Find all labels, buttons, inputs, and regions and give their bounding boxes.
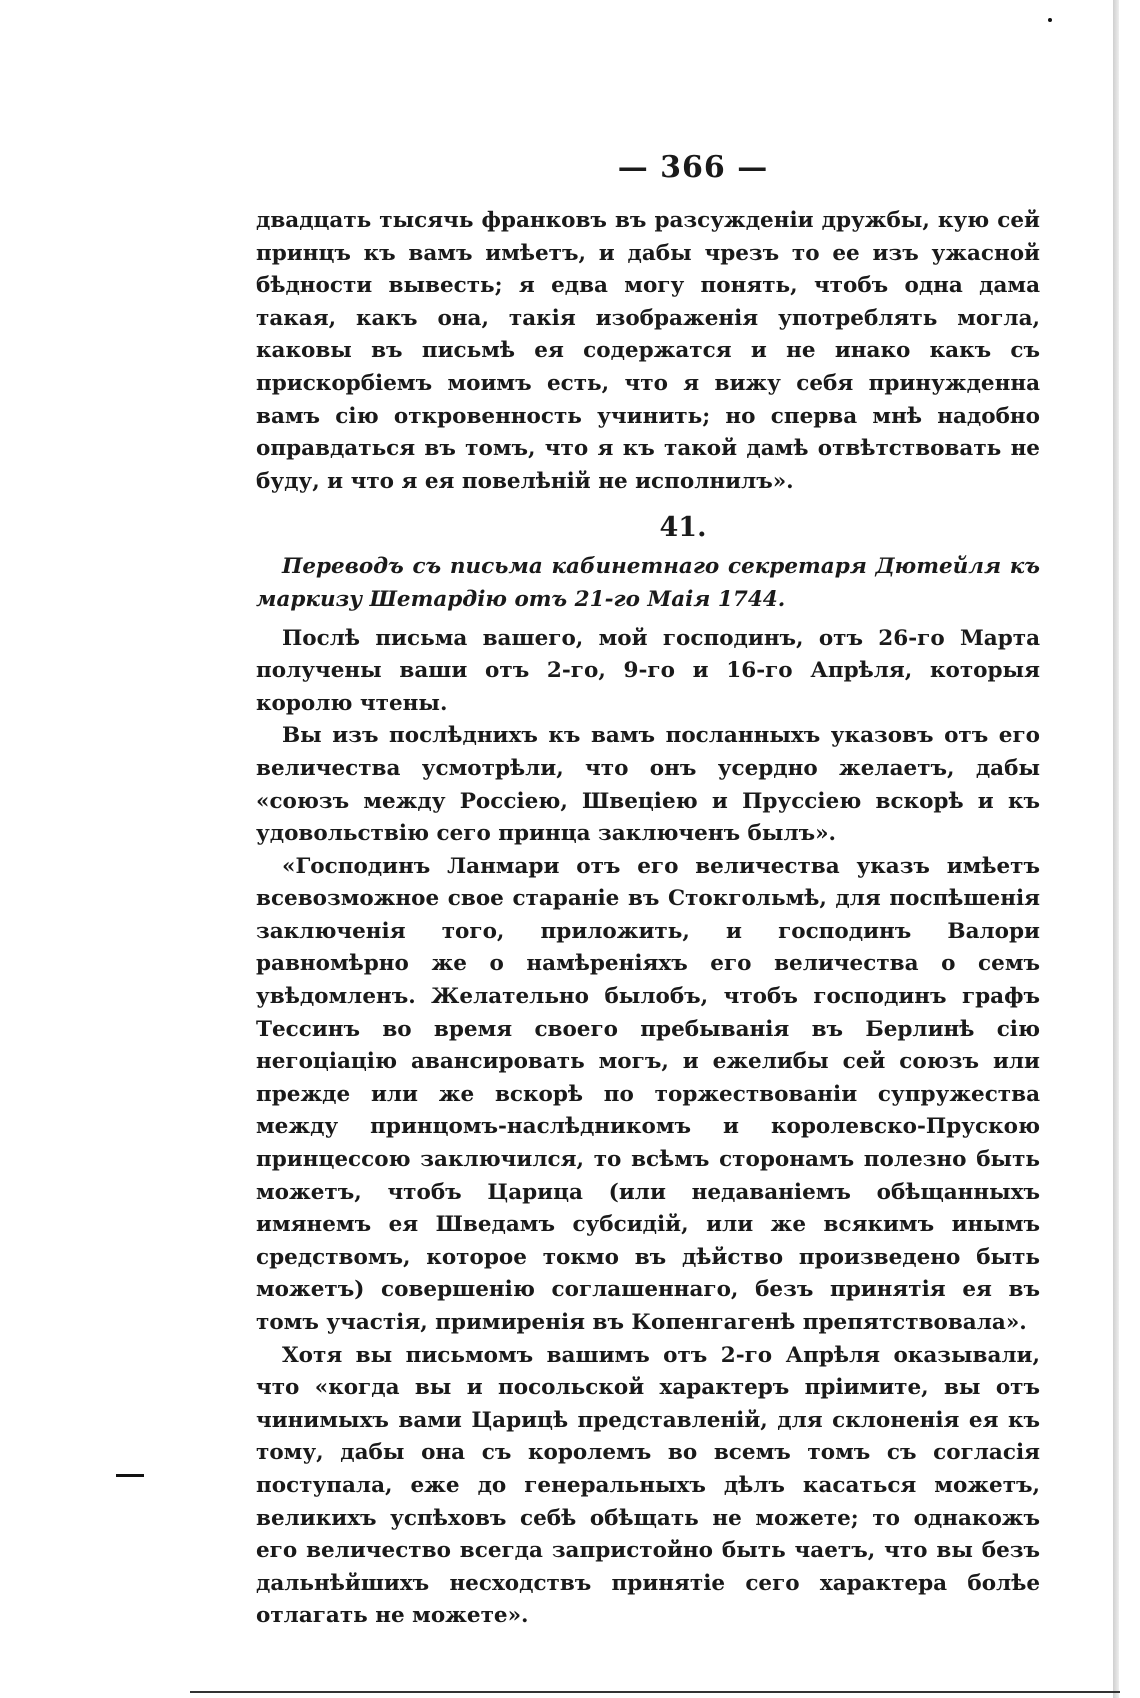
paragraph: Хотя вы письмомъ вашимъ отъ 2-го Апрѣля оказывали, что «когда вы и посольской характеръ пріимите, вы отъ чинимыхъ вами Царицѣ представленій, для склоненія ея къ тому, дабы она съ королемъ во всемъ томъ съ согласія поступала, еже до генеральныхъ дѣлъ касаться можетъ, великихъ успѣховъ себѣ обѣщать не можете; то однакожъ его величество всегда запристойно быть чаетъ, что вы безъ дальнѣйшихъ несходствъ принятіе сего характера болѣе отлагать не можете». (256, 1342, 1040, 1629)
section-heading: Переводъ съ письма кабинетнаго секретаря Дютейля къ маркизу Шетардію отъ 21-го Маія 1744. (256, 554, 1040, 612)
paragraph: Послѣ письма вашего, мой господинъ, отъ 26-го Марта получены ваши отъ 2-го, 9-го и 16-го Апрѣля, которыя королю чтены. (256, 625, 1040, 716)
section-number: 41. (659, 512, 707, 544)
bottom-rule (190, 1691, 1120, 1693)
margin-dot (1048, 18, 1052, 22)
document-page (256, 150, 1040, 1633)
paragraph: «Господинъ Ланмари отъ его величества указъ имѣетъ всевозможное свое стараніе въ Стокгольмѣ, для поспѣшенія заключенія того, приложить, и господинъ Валори равномѣрно же о намѣреніяхъ его величества о семъ увѣдомленъ. Желательно былобъ, чтобъ господинъ графъ Тессинъ во время своего пребыванія въ Берлинѣ сію негоціацію авансировать могъ, и ежелибы сей союзъ или прежде или же вскорѣ по торжествованіи супружества между принцомъ-наслѣдникомъ и королевско-Прускою принцессою заключился, то всѣмъ сторонамъ полезно быть можетъ, чтобъ Царица (или недаваніемъ обѣщанныхъ имянемъ ея Шведамъ субсидій, или же всякимъ инымъ средствомъ, которое токмо въ дѣйство произведено быть можетъ) совершенію соглашеннаго, безъ принятія ея въ томъ участія, примиренія въ Копенгагенѣ препятствовала». (256, 853, 1040, 1335)
paragraph: Вы изъ послѣднихъ къ вамъ посланныхъ указовъ отъ его величества усмотрѣли, что онъ усердно желаетъ, дабы «союзъ между Россіею, Швеціею и Пруссіею вскорѣ и къ удовольствію сего принца заключенъ былъ». (256, 723, 1040, 847)
margin-mark (116, 1474, 144, 1477)
page-number: — 366 — (617, 150, 769, 185)
page-edge-shadow (1113, 0, 1119, 1698)
paragraph-continuation: двадцать тысячь франковъ въ разсужденіи дружбы, кую сей принцъ къ вамъ имѣетъ, и дабы чрезъ то ее изъ ужасной бѣдности вывесть; я едва могу понять, чтобъ одна дама такая, какъ она, такія изображенія употреблять могла, каковы въ письмѣ ея содержатся и не инако какъ съ прискорбіемъ моимъ есть, что я вижу себя принужденна вамъ сію откровенность учинить; но сперва мнѣ надобно оправдаться въ томъ, что я къ такой дамѣ отвѣтствовать не буду, и что я ея повелѣній не исполнилъ». (256, 208, 1040, 494)
